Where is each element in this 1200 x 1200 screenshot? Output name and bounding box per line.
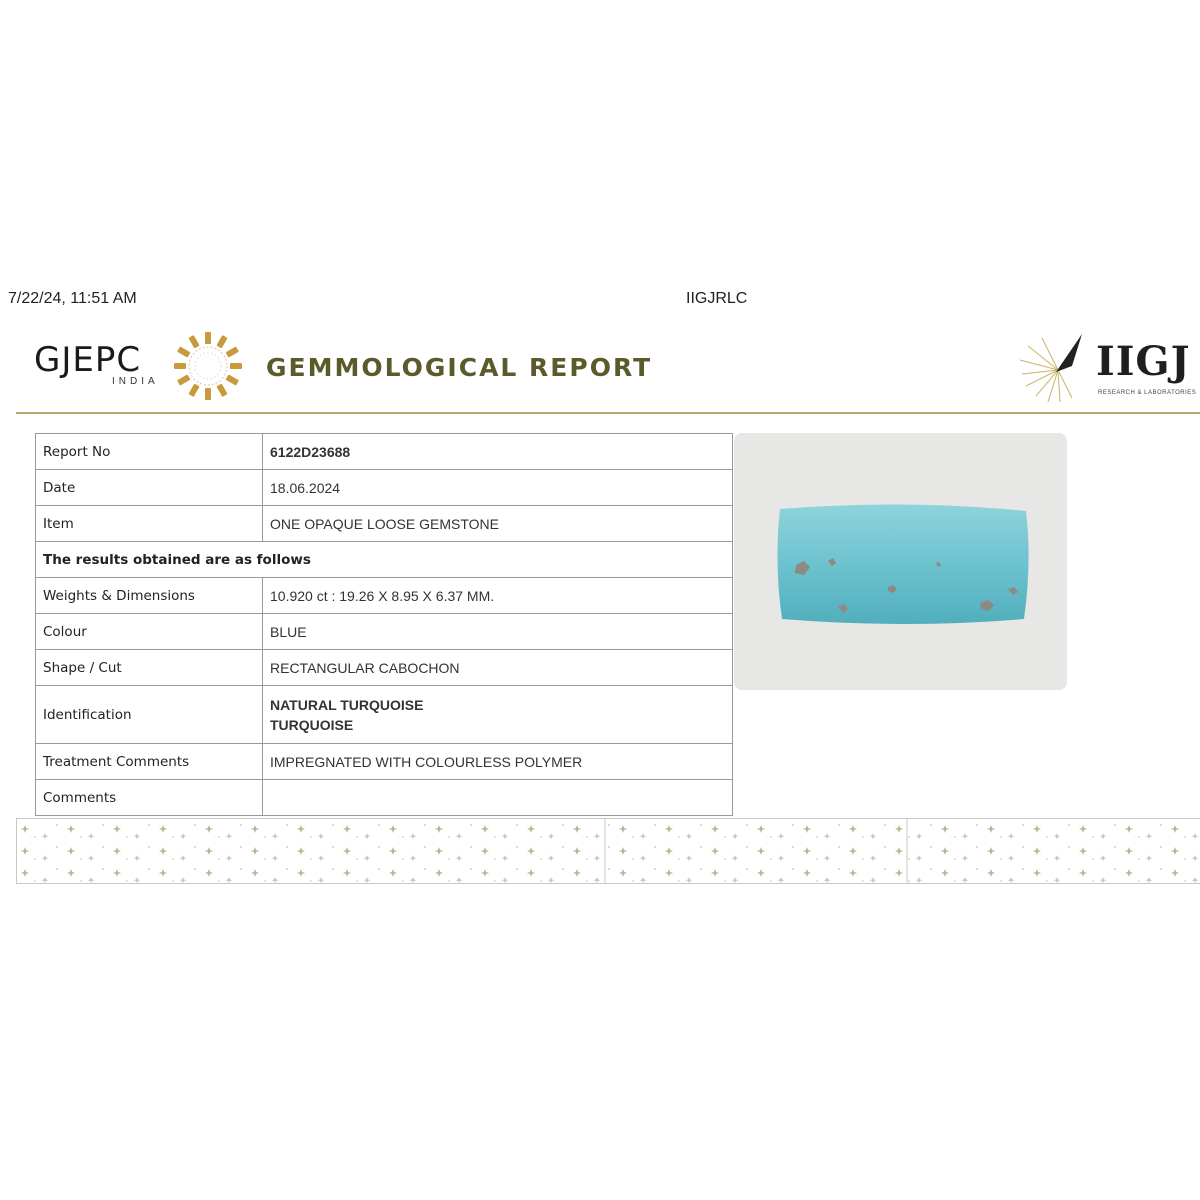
row-value	[263, 780, 733, 816]
section-heading: The results obtained are as follows	[36, 542, 733, 578]
header-divider	[16, 412, 1200, 414]
gjepc-subtitle: INDIA	[112, 376, 159, 387]
row-value: 6122D23688	[263, 434, 733, 470]
gjepc-logo	[34, 330, 249, 400]
row-label: Report No	[36, 434, 263, 470]
iigj-starburst-icon	[1016, 330, 1096, 406]
row-label: Shape / Cut	[36, 650, 263, 686]
table-row	[36, 506, 733, 542]
gjepc-wordmark: GJEPC	[34, 340, 142, 380]
report-details-table	[35, 433, 733, 816]
row-label: Weights & Dimensions	[36, 578, 263, 614]
table-row	[36, 434, 733, 470]
print-page-title: IIGJRLC	[686, 290, 748, 307]
table-row	[36, 470, 733, 506]
row-value: RECTANGULAR CABOCHON	[263, 650, 733, 686]
row-value: IMPREGNATED WITH COLOURLESS POLYMER	[263, 744, 733, 780]
gjepc-sunburst-icon	[172, 330, 244, 402]
table-row	[36, 614, 733, 650]
decorative-star-border	[16, 818, 1200, 884]
row-value: 18.06.2024	[263, 470, 733, 506]
table-row	[36, 744, 733, 780]
table-row	[36, 686, 733, 744]
row-value: BLUE	[263, 614, 733, 650]
row-label: Colour	[36, 614, 263, 650]
row-label: Comments	[36, 780, 263, 816]
table-row	[36, 780, 733, 816]
star-pattern-icon	[17, 819, 1200, 883]
table-row	[36, 578, 733, 614]
report-title: GEMMOLOGICAL REPORT	[266, 353, 653, 382]
print-header	[0, 290, 1200, 310]
identification-line: NATURAL TURQUOISE	[270, 696, 424, 713]
row-value: ONE OPAQUE LOOSE GEMSTONE	[263, 506, 733, 542]
section-heading-row	[36, 542, 733, 578]
row-label: Date	[36, 470, 263, 506]
table-row	[36, 650, 733, 686]
iigj-logo	[1016, 330, 1200, 406]
row-value	[263, 686, 733, 744]
identification-line: TURQUOISE	[270, 716, 354, 733]
iigj-wordmark: IIGJ	[1096, 338, 1191, 385]
gemstone-photo	[734, 433, 1067, 690]
row-label: Item	[36, 506, 263, 542]
row-value: 10.920 ct : 19.26 X 8.95 X 6.37 MM.	[263, 578, 733, 614]
print-date: 7/22/24, 11:51 AM	[8, 290, 137, 307]
turquoise-cabochon-image	[776, 503, 1030, 625]
row-label: Identification	[36, 686, 263, 744]
row-label: Treatment Comments	[36, 744, 263, 780]
iigj-subtitle: RESEARCH & LABORATORIES	[1098, 390, 1197, 396]
